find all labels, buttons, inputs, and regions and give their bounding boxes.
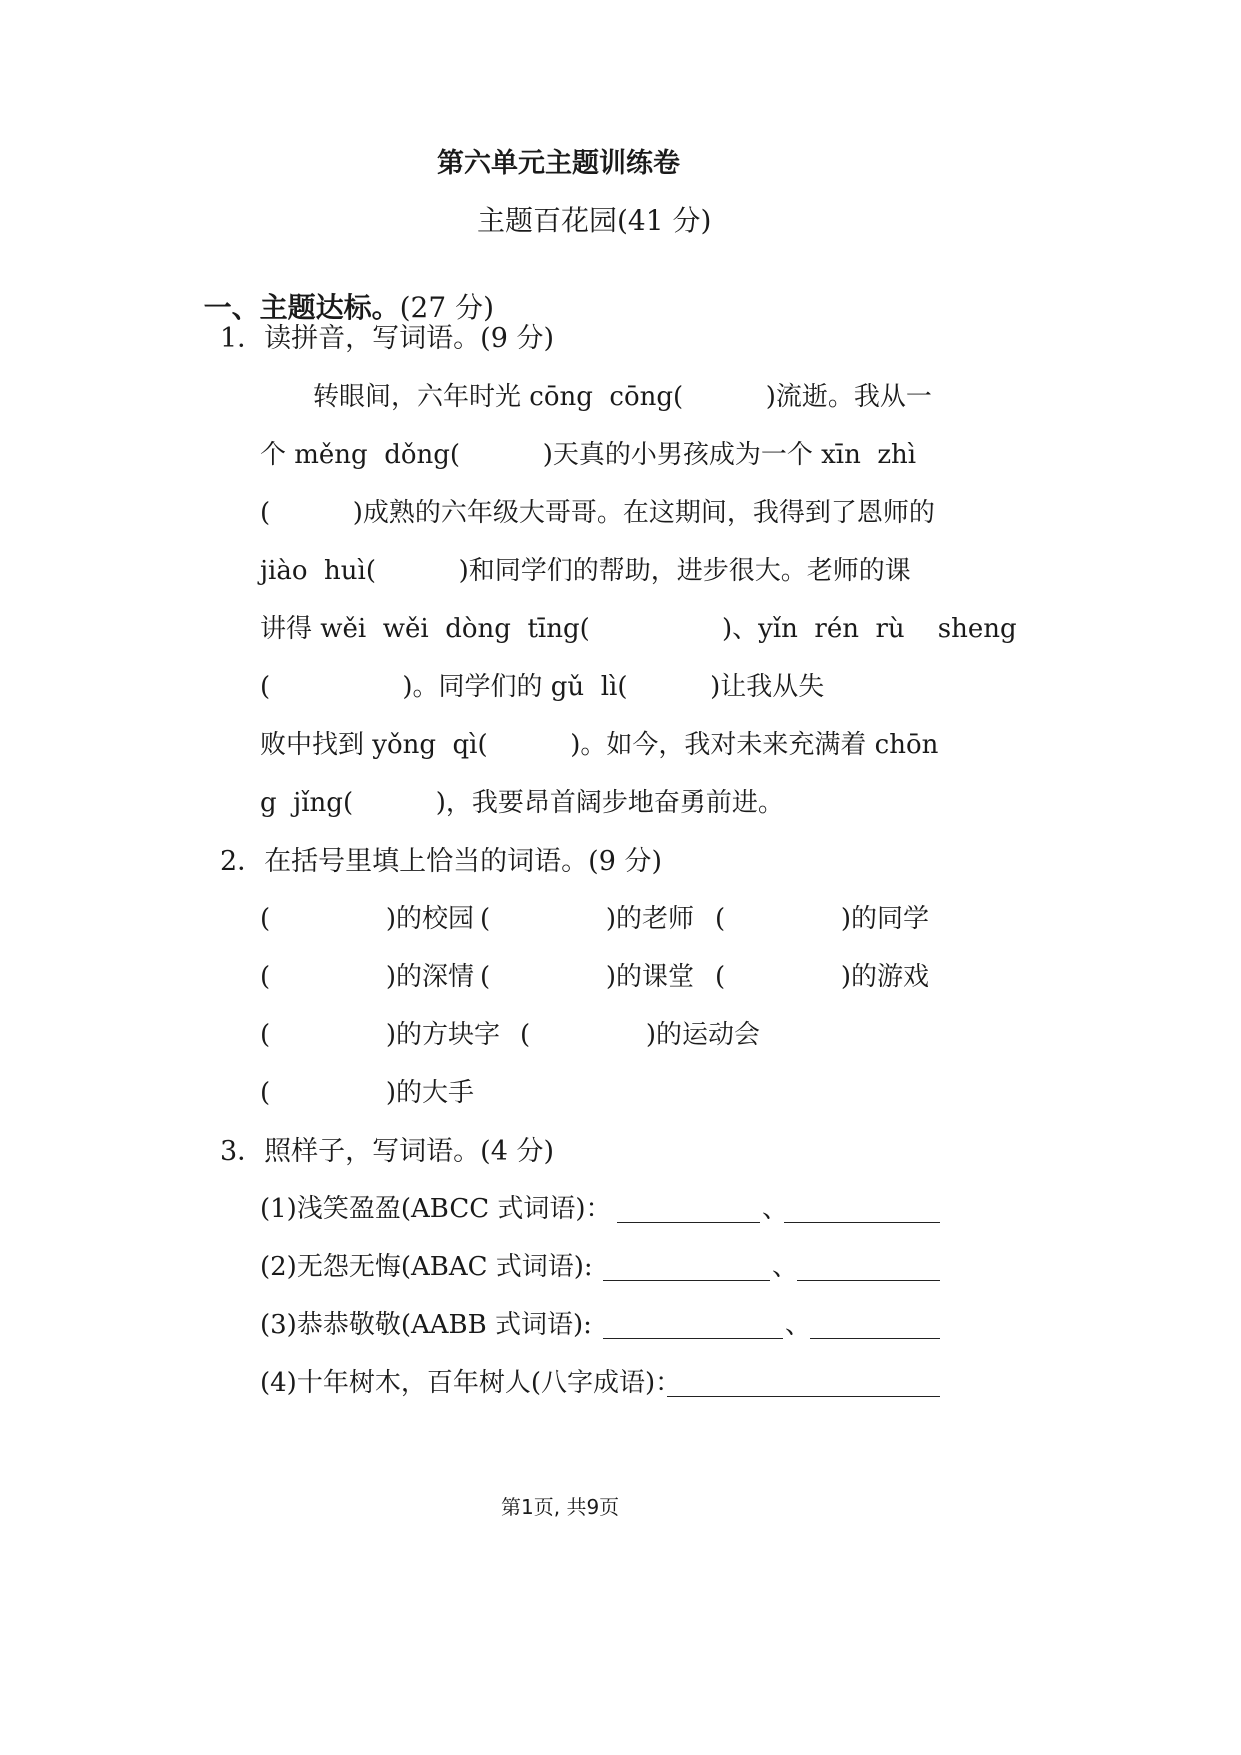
q3-item-4-prompt: (4)十年树木，百年树人(八字成语)：: [260, 1368, 682, 1398]
q2-label: 2．在括号里填上恰当的词语。(9 分): [220, 846, 663, 877]
q3-item-1-prompt: (1)浅笑盈盈(ABCC 式词语)：: [260, 1194, 612, 1224]
q2-fill-item: ( )的运动会: [520, 1020, 760, 1050]
page-subtitle: 主题百花园(41 分): [477, 204, 712, 237]
q1-passage-line: 转眼间，六年时光 cōng cōng( )流逝。我从一: [313, 382, 932, 412]
q3-item-3-prompt: (3)恭恭敬敬(AABB 式词语):: [260, 1310, 592, 1340]
q2-fill-item: ( )的深情: [260, 962, 474, 992]
q1-passage-line: 讲得 wěi wěi dòng tīng( )、yǐn rén rù sheng: [260, 614, 1017, 644]
q1-passage-line: 败中找到 yǒng qì( )。如今，我对未来充满着 chōn: [260, 730, 939, 760]
q3-item-3-answer-line[interactable]: [810, 1336, 940, 1339]
q2-fill-item: ( )的课堂: [480, 962, 694, 992]
q2-fill-item: ( )的校园: [260, 904, 474, 934]
q3-item-2-separator: 、: [772, 1252, 799, 1282]
page-footer: 第1页, 共9页: [501, 1495, 620, 1519]
q2-fill-item: ( )的同学: [715, 904, 929, 934]
q2-fill-item: ( )的老师: [480, 904, 694, 934]
q1-passage-line: g jǐng( )，我要昂首阔步地奋勇前进。: [260, 788, 784, 818]
q3-label: 3．照样子，写词语。(4 分): [220, 1136, 555, 1167]
q3-item-1-answer-line[interactable]: [784, 1220, 940, 1223]
q3-item-2-answer-line[interactable]: [797, 1278, 940, 1281]
q1-passage-line: jiào huì( )和同学们的帮助，进步很大。老师的课: [260, 556, 911, 586]
section-one-lead: 一、主题达标。: [203, 291, 400, 324]
q2-fill-item: ( )的方块字: [260, 1020, 500, 1050]
q2-fill-item: ( )的大手: [260, 1078, 474, 1108]
q1-label: 1．读拼音，写词语。(9 分): [220, 323, 555, 354]
q1-passage-line: 个 měng dǒng( )天真的小男孩成为一个 xīn zhì: [260, 440, 917, 470]
q1-passage-line: ( )。同学们的 gǔ lì( )让我从失: [260, 672, 825, 702]
q2-fill-item: ( )的游戏: [715, 962, 929, 992]
q3-item-2-prompt: (2)无怨无悔(ABAC 式词语):: [260, 1252, 593, 1282]
q3-item-4-answer-line[interactable]: [667, 1394, 940, 1397]
q3-item-2-answer-line[interactable]: [603, 1278, 770, 1281]
q1-passage-line: ( )成熟的六年级大哥哥。在这期间，我得到了恩师的: [260, 498, 935, 528]
q3-item-3-answer-line[interactable]: [603, 1336, 783, 1339]
page-title: 第六单元主题训练卷: [437, 148, 680, 179]
section-one-score: (27 分): [399, 291, 495, 324]
q3-item-3-separator: 、: [785, 1310, 812, 1340]
q3-item-1-separator: 、: [762, 1194, 789, 1224]
q3-item-1-answer-line[interactable]: [617, 1220, 760, 1223]
